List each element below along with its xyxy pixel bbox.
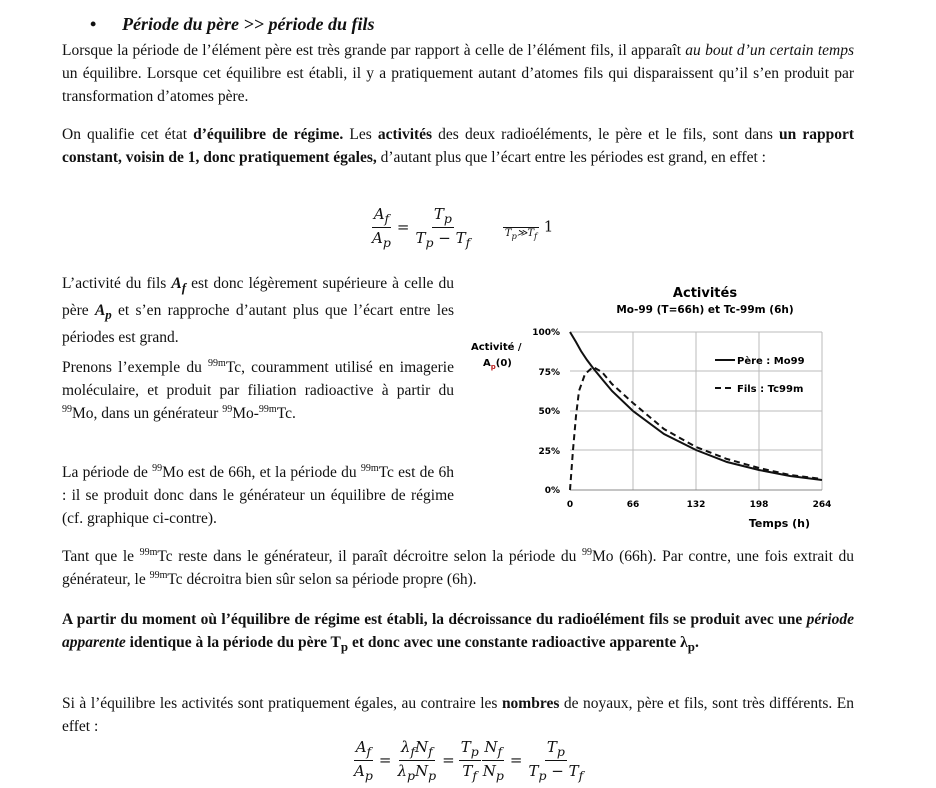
activity-chart xyxy=(465,275,845,535)
legend-pere: Père : Mo99 xyxy=(737,356,805,367)
paragraph-7: A partir du moment où l’équilibre de régime est établi, la décroissance du radioélément fils se produit avec une période apparente identique à la période du père $T_p$ et donc avec une constante radioactive apparente $\lambda_p$. xyxy=(62,611,854,655)
chart-title: Activités xyxy=(672,286,738,301)
svg-text:66: 66 xyxy=(626,500,640,510)
legend-fils: Fils : Tc99m xyxy=(737,384,804,395)
svg-text:100%: 100% xyxy=(532,328,560,338)
paragraph-4: Prenons l’exemple du $^{99m}$Tc, couramment utilisé en imagerie moléculaire, et produit par filiation radioactive à partir du $^{99}$Mo, dans un générateur $^{99}$Mo-$^{99m}$Tc. xyxy=(62,358,454,422)
paragraph-1: Lorsque la période de l’élément père est très grande par rapport à celle de l’élément fils, il apparaît au bout d’un certain temps un équilibre. Lorsque cet équilibre est établi, il y a pratiquement autant d’atomes fils qui disparaissent qu’il s’en produit par transformation d’atomes père. xyxy=(62,42,854,105)
svg-text:0: 0 xyxy=(566,500,574,510)
bullet-icon: • xyxy=(90,14,97,34)
svg-text:0%: 0% xyxy=(544,486,560,496)
chart-subtitle: Mo-99 (T=66h) et Tc-99m (6h) xyxy=(616,304,794,316)
svg-text:25%: 25% xyxy=(538,447,560,457)
formula-activity-ratio: $\frac{A_f}{A_p}$ = $\frac{T_p}{T_p - T_f}$ $T_p≫T_f$ 1 xyxy=(372,205,554,250)
svg-text:75%: 75% xyxy=(538,368,560,378)
y-axis-label-2: $A_p(0)$ xyxy=(483,358,512,371)
paragraph-2: On qualifie cet état d’équilibre de régime. Les activités des deux radioéléments, le père et le fils, sont dans un rapport constant, voisin de 1, donc pratiquement égales, d’autant plus que l’écart entre les périodes est grand, en effet : xyxy=(62,126,854,166)
x-axis-label: Temps (h) xyxy=(748,517,810,530)
paragraph-3: L’activité du fils $A_f$ est donc légèrement supérieure à celle du père $A_p$ et s’en rapproche d’autant plus que l’écart entre les périodes est grand. xyxy=(62,275,454,347)
svg-text:198: 198 xyxy=(749,500,769,510)
svg-text:50%: 50% xyxy=(538,407,560,417)
paragraph-8: Si à l’équilibre les activités sont pratiquement égales, au contraire les nombres de noyaux, père et fils, sont très différents. En effet : xyxy=(62,695,855,735)
paragraph-6: Tant que le $^{99m}$Tc reste dans le générateur, il paraît décroitre selon la période du $^{99}$Mo (66h). Par contre, une fois extrait du générateur, le $^{99m}$Tc décroitra bien sûr selon sa période propre (6h). xyxy=(62,547,854,588)
formula-number-ratio: $\frac{A_f}{A_p}$ = $\frac{\lambda_fN_f}{\lambda_pN_p}$ = $\frac{T_p}{T_f}$ $\frac{N_f}{N_p}$ = $\frac{T_p}{T_p - T_f}$ xyxy=(354,738,584,783)
y-axis-label: Activité / xyxy=(471,342,522,353)
section-title: Période du père >> période du fils xyxy=(122,14,375,34)
svg-text:264: 264 xyxy=(812,500,832,510)
svg-text:132: 132 xyxy=(686,500,706,510)
paragraph-5: La période de $^{99}$Mo est de 66h, et la période du $^{99m}$Tc est de 6h : il se produit donc dans le générateur un équilibre de régime (cf. graphique ci-contre). xyxy=(62,463,454,527)
